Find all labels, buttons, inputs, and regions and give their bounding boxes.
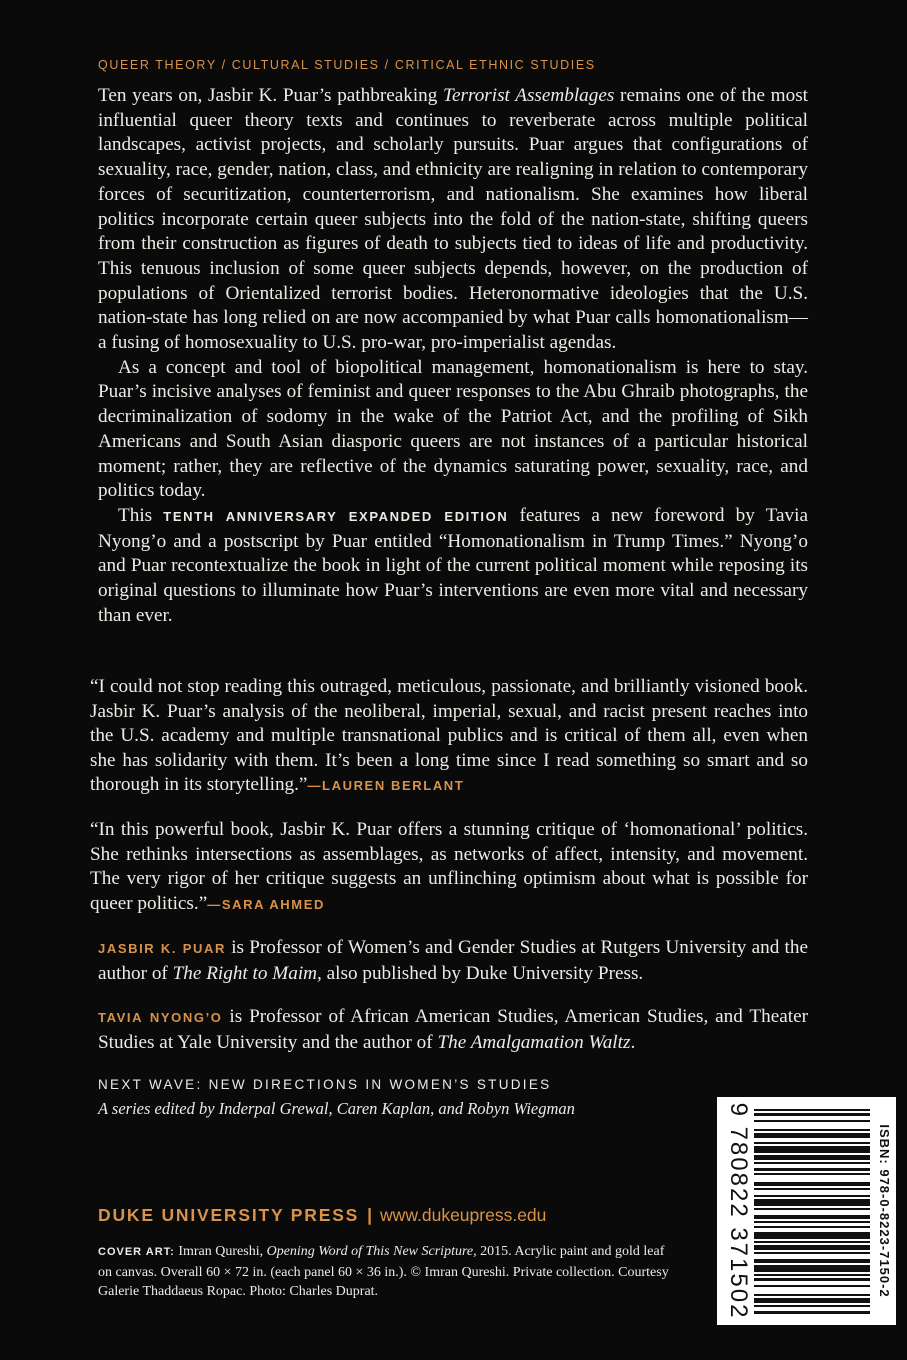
bio-name: TAVIA NYONG’O bbox=[98, 1010, 223, 1025]
barcode-bar bbox=[754, 1173, 870, 1175]
barcode-bar bbox=[754, 1311, 870, 1313]
barcode-bar bbox=[754, 1195, 870, 1197]
barcode-bar bbox=[754, 1265, 870, 1272]
description-text bbox=[98, 84, 808, 628]
barcode-bar bbox=[754, 1259, 870, 1263]
barcode-bar bbox=[754, 1245, 870, 1249]
series-editors: A series edited by Inderpal Grewal, Caren Kaplan, and Robyn Wiegman bbox=[98, 1099, 575, 1118]
barcode-bar bbox=[754, 1278, 870, 1280]
publisher-separator: | bbox=[367, 1205, 373, 1225]
barcode-bar bbox=[754, 1168, 870, 1170]
barcode-bar bbox=[754, 1142, 870, 1144]
foreword-author-bio: TAVIA NYONG’O is Professor of African American Studies, American Studies, and Theater Studies at Yale University and the author of The Amalgamation Waltz. bbox=[98, 1006, 808, 1053]
barcode-bar bbox=[754, 1208, 870, 1210]
bio-name: JASBIR K. PUAR bbox=[98, 941, 226, 956]
blurb-berlant: “I could not stop reading this outraged, meticulous, passionate, and brilliantly visioned book. Jasbir K. Puar’s analysis of the neoliberal, imperial, sexual, and racist present reaches into the U.S. academy and multiple transnational publics and is critical of them all, even when she has solidarity with them. It’s been a long time since I read something so smart and so thorough in its storytelling.”—LAUREN BERLANT bbox=[90, 676, 808, 796]
barcode-bar bbox=[754, 1274, 870, 1276]
barcode-bar bbox=[754, 1215, 870, 1219]
barcode-bar bbox=[754, 1113, 870, 1115]
barcode-bar bbox=[754, 1133, 870, 1137]
barcode-bar bbox=[754, 1285, 870, 1287]
barcode-bar bbox=[754, 1298, 870, 1302]
barcode-bars bbox=[754, 1109, 870, 1315]
description-paragraph-2: As a concept and tool of biopolitical management, homonationalism is here to stay. Puar’s incisive analyses of feminist and queer responses to the Abu Ghraib photographs, the decriminalization of sodomy in the wake of the Patriot Act, and the profiling of Sikh Americans and South Asian diasporic queers are not instances of a particular historical moment; rather, they are reflective of the dynamics saturating power, sexuality, race, and politics today. bbox=[98, 356, 808, 502]
publisher-url: www.dukeupress.edu bbox=[380, 1205, 547, 1225]
barcode-bar bbox=[754, 1294, 870, 1296]
barcode-bar bbox=[754, 1188, 870, 1190]
publisher-name: DUKE UNIVERSITY PRESS bbox=[98, 1205, 360, 1225]
barcode-bar bbox=[754, 1221, 870, 1223]
barcode-bar bbox=[754, 1305, 870, 1307]
barcode-bar bbox=[754, 1109, 870, 1111]
barcode-rotated bbox=[717, 1097, 896, 1325]
ean-digits: 9 780822 371502 bbox=[725, 1102, 752, 1320]
barcode-bar bbox=[754, 1226, 870, 1228]
barcode-bar bbox=[754, 1199, 870, 1206]
series-title: NEXT WAVE: NEW DIRECTIONS IN WOMEN’S STUDIES bbox=[98, 1077, 552, 1092]
edition-label: TENTH ANNIVERSARY EXPANDED EDITION bbox=[163, 508, 509, 524]
isbn-label: ISBN: 978-0-8223-7150-2 bbox=[877, 1124, 892, 1298]
author-bio: JASBIR K. PUAR is Professor of Women’s and Gender Studies at Rutgers University and the author of The Right to Maim, also published by Duke University Press. bbox=[98, 937, 808, 984]
barcode-bar bbox=[754, 1146, 870, 1153]
publisher-line bbox=[98, 1205, 546, 1226]
description-paragraph-1: Ten years on, Jasbir K. Puar’s pathbreaking Terrorist Assemblages remains one of the most influential queer theory texts and continues to reverberate across multiple political landscapes, activist projects, and scholarly pursuits. Puar argues that configurations of sexuality, race, gender, nation, class, and ethnicity are realigning in relation to contemporary forces of securitization, counterterrorism, and nationalism. She examines how liberal politics incorporate certain queer subjects into the fold of the nation-state, shifting queers from their construction as figures of death to subjects tied to ideas of life and productivity. This tenuous inclusion of some queer subjects depends, however, on the production of populations of Orientalized terrorist bodies. Heteronormative ideologies that the U.S. nation-state has long relied on are now accompanied by what Puar calls homonationalism—a fusing of homosexuality to U.S. pro-war, pro-imperialist agendas. bbox=[98, 85, 808, 354]
barcode-bar bbox=[754, 1155, 870, 1159]
cover-art-label: COVER ART: bbox=[98, 1246, 175, 1258]
blurb-author: —LAUREN BERLANT bbox=[307, 778, 465, 794]
barcode-bar bbox=[754, 1232, 870, 1239]
barcode-bar bbox=[754, 1182, 870, 1186]
barcode-bar bbox=[754, 1120, 870, 1122]
description-paragraph-3: This TENTH ANNIVERSARY EXPANDED EDITION features a new foreword by Tavia Nyong’o and a postscript by Puar entitled “Homonationalism in Trump Times.” Nyong’o and Puar recontextualize the book in light of the current political moment while reposing its original questions to illuminate how Puar’s interventions are even more vital and necessary than ever. bbox=[98, 504, 808, 626]
barcode-bar bbox=[754, 1162, 870, 1164]
barcode-bar bbox=[754, 1241, 870, 1243]
isbn-barcode bbox=[717, 1097, 896, 1325]
blurb-author: —SARA AHMED bbox=[207, 896, 325, 912]
book-title: Terrorist Assemblages bbox=[443, 85, 615, 106]
blurb-ahmed: “In this powerful book, Jasbir K. Puar offers a stunning critique of ‘homonational’ politics. She rethinks intersections as assemblages, as networks of affect, intensity, and movement. The very rigor of her critique suggests an unflinching optimism about what is possible for queer politics.”—SARA AHMED bbox=[90, 819, 808, 914]
barcode-bar bbox=[754, 1252, 870, 1254]
category-line: QUEER THEORY / CULTURAL STUDIES / CRITICAL ETHNIC STUDIES bbox=[98, 58, 596, 72]
cover-art-credit: COVER ART: Imran Qureshi, Opening Word of This New Scripture, 2015. Acrylic paint and gold leaf on canvas. Overall 60 × 72 in. (each panel 60 × 36 in.). © Imran Qureshi. Private collection. Courtesy Galerie Thaddaeus Ropac. Photo: Charles Duprat. bbox=[98, 1244, 669, 1300]
barcode-bar bbox=[754, 1129, 870, 1131]
